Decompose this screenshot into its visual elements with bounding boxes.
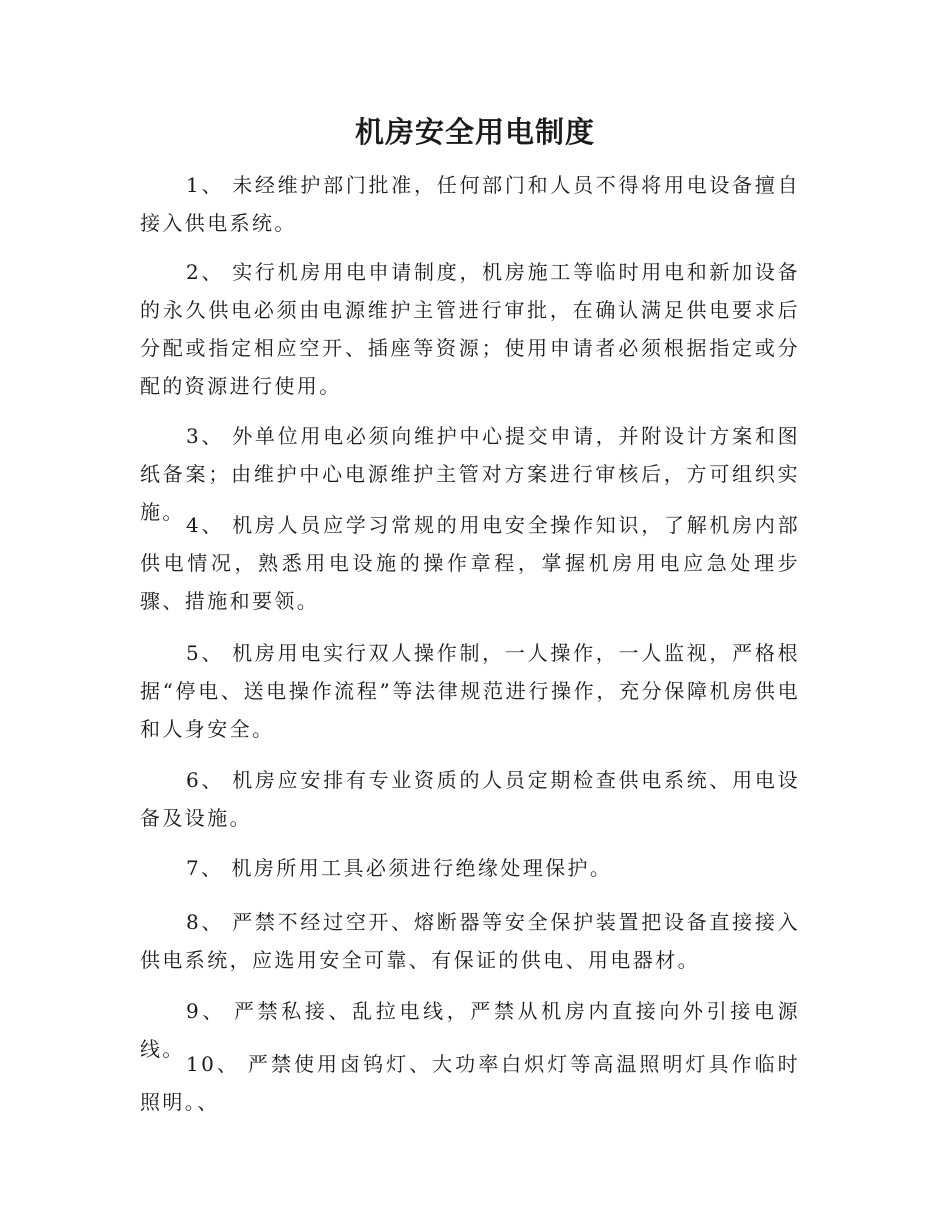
clause-number: 7、 <box>186 856 224 880</box>
clause-number: 10、 <box>186 1052 240 1076</box>
clause-7 <box>140 849 800 887</box>
clause-number: 6、 <box>186 768 225 792</box>
document-title: 机房安全用电制度 <box>354 115 595 149</box>
clause-number: 5、 <box>186 641 225 665</box>
clause-4 <box>140 506 800 620</box>
clause-text: 外单位用电必须向维护中心提交申请，并附设计方案和图纸备案；由维护中心电源维护主管对方案进行审核后，方可组织实施。 <box>140 424 801 524</box>
clause-6 <box>140 761 800 837</box>
clause-number: 3、 <box>186 424 225 448</box>
clause-text: 机房用电实行双人操作制，一人操作，一人监视，严格根据“停电、送电操作流程”等法律规范进行操作，充分保障机房供电和人身安全。 <box>140 641 801 741</box>
clause-number: 9、 <box>186 999 226 1023</box>
clause-text: 实行机房用电申请制度，机房施工等临时用电和新加设备的永久供电必须由电源维护主管进行审批，在确认满足供电要求后分配或指定相应空开、插座等资源；使用申请者必须根据指定或分配的资源进行使用。 <box>140 260 801 398</box>
clause-5 <box>140 634 800 748</box>
clause-text: 严禁使用卤钨灯、大功率白炽灯等高温照明灯具作临时照明。、 <box>140 1052 800 1114</box>
clause-text: 未经维护部门批准，任何部门和人员不得将用电设备擅自接入供电系统。 <box>140 173 801 235</box>
clause-8 <box>140 903 800 979</box>
clause-number: 2、 <box>186 260 225 284</box>
clause-text: 机房人员应学习常规的用电安全操作知识，了解机房内部供电情况，熟悉用电设施的操作章程，掌握机房用电应急处理步骤、措施和要领。 <box>140 513 801 613</box>
clause-10 <box>140 1045 800 1121</box>
clause-number: 8、 <box>186 910 225 934</box>
clause-text: 机房所用工具必须进行绝缘处理保护。 <box>231 856 613 880</box>
clause-number: 1、 <box>186 173 225 197</box>
clause-text: 严禁私接、乱拉电线，严禁从机房内直接向外引接电源线。 <box>140 999 800 1061</box>
clause-text: 严禁不经过空开、熔断器等安全保护装置把设备直接接入供电系统，应选用安全可靠、有保证的供电、用电器材。 <box>140 910 801 972</box>
clause-text: 机房应安排有专业资质的人员定期检查供电系统、用电设备及设施。 <box>140 768 801 830</box>
clause-2 <box>140 253 800 405</box>
clause-number: 4、 <box>186 513 225 537</box>
clause-1 <box>140 166 800 242</box>
